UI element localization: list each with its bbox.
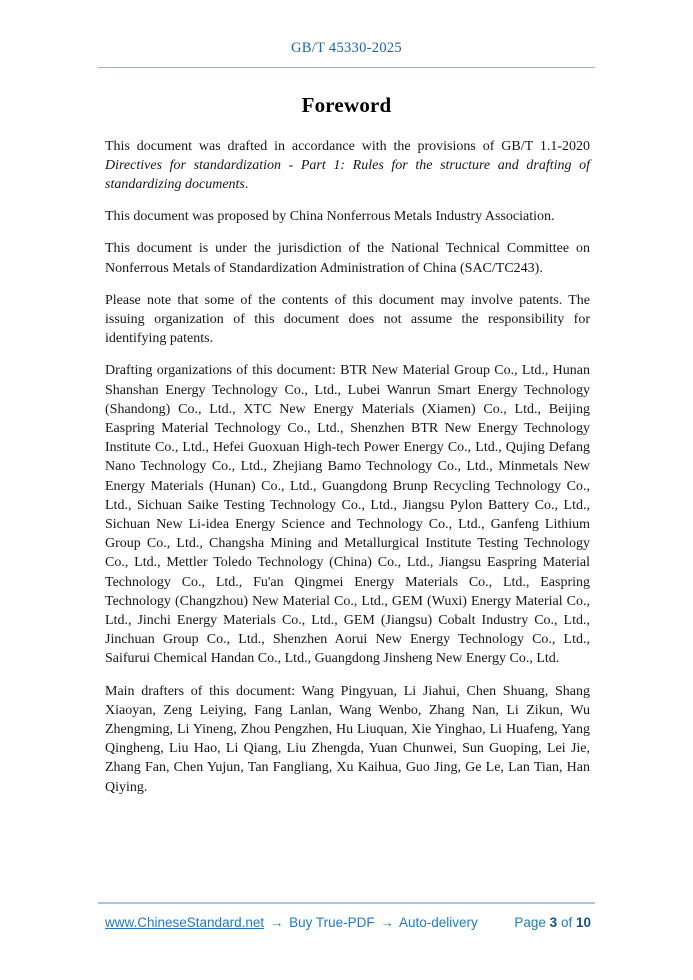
standard-number: GB/T 45330-2025	[291, 40, 402, 56]
footer-row	[98, 904, 595, 930]
paragraph-main-drafters: Main drafters of this document: Wang Pingyuan, Li Jiahui, Chen Shuang, Shang Xiaoyan, Zeng Leiying, Fang Lanlan, Wang Wenbo, Zhang Nan, Li Zikun, Wu Zhengming, Li Yineng, Zhou Pengzhen, Hu Liuquan, Xie Yinghao, Li Huafeng, Yang Qingheng, Liu Hao, Li Qiang, Liu Zhengda, Yuan Chunwei, Sun Guoping, Lei Jie, Zhang Fan, Chen Yujun, Tan Fangliang, Xu Kaihua, Guo Jing, Ge Le, Lan Tian, Han Qiying.	[105, 683, 590, 795]
footer-website-link[interactable]: www.ChineseStandard.net	[105, 915, 265, 930]
paragraph-text: .	[244, 177, 249, 192]
paragraph-jurisdiction: This document is under the jurisdiction of the National Technical Committee on Nonferrous Metals of Standardization Administration of China (SAC/TC243).	[105, 241, 590, 276]
page-header	[0, 0, 693, 68]
paragraph-text: This document was drafted in accordance with the provisions of GB/T 1.1-2020	[105, 138, 590, 154]
page-indicator	[514, 915, 591, 930]
paragraph-drafted-in-accordance	[105, 137, 590, 195]
footer-promo	[105, 915, 478, 930]
of-label: of	[560, 915, 573, 930]
total-page-number: 10	[575, 915, 591, 930]
standard-title-italic: Directives for standardization - Part 1: Rules for the structure and drafting of standardizing documents	[105, 157, 590, 192]
footer-buy-label: Buy True-PDF	[289, 915, 375, 930]
page-footer	[98, 902, 595, 930]
arrow-right-icon: →	[269, 915, 284, 930]
paragraph-drafting-organizations: Drafting organizations of this document: BTR New Material Group Co., Ltd., Hunan Shanshan Energy Technology Co., Ltd., Lubei Wanrun Smart Energy Technology (Shandong) Co., Ltd., XTC New Energy Materials (Xiamen) Co., Ltd., Beijing Easpring Material Technology Co., Ltd., Shenzhen BTR New Energy Technology Institute Co., Ltd., Hefei Guoxuan High-tech Power Energy Co., Ltd., Qujing Defang Nano Technology Co., Ltd., Zhejiang Bamo Technology Co., Ltd., Minmetals New Energy Materials (Hunan) Co., Ltd., Guangdong Brunp Recycling Technology Co., Ltd., Sichuan Saike Testing Technology Co., Ltd., Jiangsu Pylon Battery Co., Ltd., Sichuan New Li-idea Energy Science and Technology Co., Ltd., Ganfeng Lithium Group Co., Ltd., Changsha Mining and Metallurgical Institute Testing Technology Co., Ltd., Mettler Toledo Technology (China) Co., Ltd., Jiangsu Easpring Material Technology Co., Ltd., Fu'an Qingmei Energy Materials Co., Ltd., Easpring Technology (Changzhou) New Material Co., Ltd., GEM (Wuxi) Energy Material Co., Ltd., Jinchi Energy Materials Co., Ltd., GEM (Jiangsu) Cobalt Industry Co., Ltd., Jinchuan Group Co., Ltd., Shenzhen Aorui New Energy Technology Co., Ltd., Saifurui Chemical Handan Co., Ltd., Guangdong Jinsheng New Energy Co., Ltd.	[105, 363, 590, 667]
page-title: Foreword	[301, 92, 392, 117]
arrow-right-icon: →	[380, 915, 394, 930]
footer-delivery-label: Auto-delivery	[398, 915, 478, 930]
page-label: Page	[514, 915, 546, 930]
header-divider	[98, 67, 595, 68]
current-page-number: 3	[549, 915, 558, 930]
paragraph-patents-note: Please note that some of the contents of this document may involve patents. The issuing organization of this document does not assume the responsibility for identifying patents.	[105, 292, 590, 347]
paragraph-proposed-by: This document was proposed by China Nonferrous Metals Industry Association.	[105, 209, 555, 225]
document-body	[0, 117, 693, 797]
